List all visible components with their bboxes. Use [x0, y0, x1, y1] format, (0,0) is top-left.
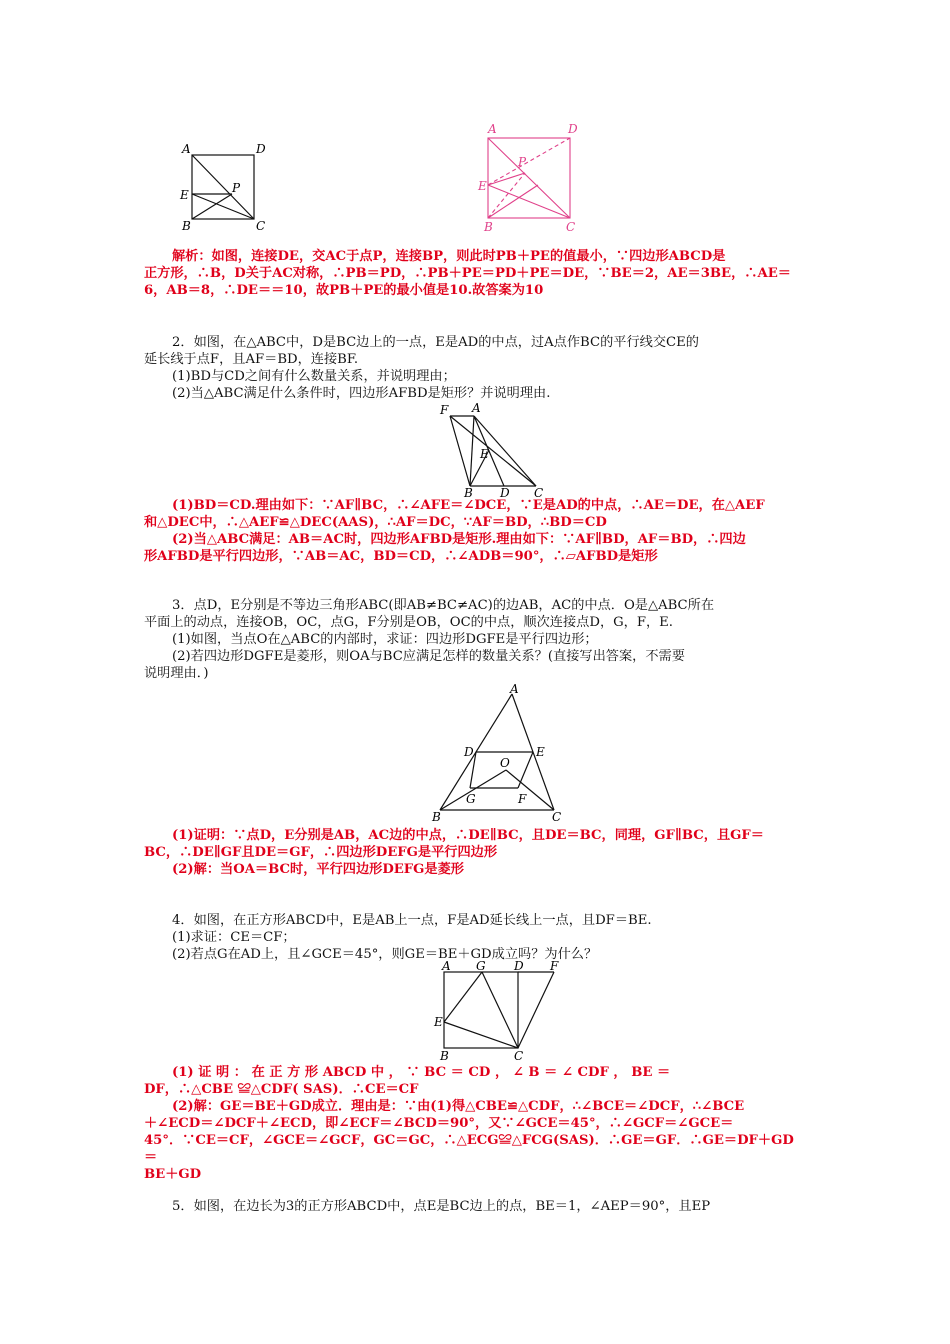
- label: G: [476, 959, 486, 973]
- label: B: [464, 486, 473, 498]
- text-line: (1)BD与CD之间有什么数量关系，并说明理由；: [172, 369, 456, 384]
- label: C: [534, 486, 544, 498]
- label: D: [464, 745, 474, 759]
- label: D: [514, 959, 524, 973]
- label: D: [568, 122, 578, 136]
- text-line: (2)若点G在AD上，且∠GCE＝45°，则GE＝BE＋GD成立吗？为什么？: [172, 947, 598, 962]
- label: B: [182, 219, 191, 233]
- question-3: [144, 597, 806, 682]
- text-line: (2)解：GE＝BE＋GD成立．理由是：∵由(1)得△CBE≌△CDF，∴∠BCE＝∠DCF，∴∠BCE: [172, 1099, 745, 1114]
- question-4: [144, 912, 806, 963]
- text-line: BE＋GD: [144, 1167, 202, 1182]
- solution-1: [144, 248, 806, 299]
- figure-2: [436, 402, 556, 498]
- label: D: [256, 142, 266, 156]
- label: A: [442, 959, 451, 973]
- label: C: [552, 810, 562, 824]
- text-line: 平面上的动点，连接OB，OC，点G，F分别是OB，OC的中点，顺次连接点D，G，F，E.: [144, 615, 674, 630]
- figure-3: [426, 682, 566, 824]
- text-line: 说明理由．): [144, 666, 209, 681]
- text-line: (1)如图，当点O在△ABC的内部时，求证：四边形DGFE是平行四边形；: [172, 632, 598, 647]
- text-line: (2)当△ABC满足：AB＝AC时，四边形AFBD是矩形.理由如下：∵AF∥BD，AF＝BD，∴四边: [172, 532, 746, 547]
- text-line: 4．如图，在正方形ABCD中，E是AB上一点，F是AD延长线上一点，且DF＝BE.: [172, 913, 652, 928]
- text-line: (2)当△ABC满足什么条件时，四边形AFBD是矩形？并说明理由.: [172, 386, 551, 401]
- text-line: 45°．∵CE＝CF，∠GCE＝∠GCF，GC＝GC，∴△ECG≌△FCG(SAS)．∴GE＝GF．∴GE＝DF＋GD＝: [144, 1133, 794, 1165]
- text-line: 5．如图，在边长为3的正方形ABCD中，点E是BC边上的点，BE＝1，∠AEP＝90°，且EP: [172, 1199, 711, 1214]
- text-line: 解析：如图，连接DE，交AC于点P，连接BP，则此时PB＋PE的值最小，∵四边形ABCD是: [172, 249, 726, 264]
- label: A: [182, 142, 191, 156]
- text-line: 正方形，∴B，D关于AC对称，∴PB＝PD，∴PB＋PE＝PD＋PE＝DE，∵BE＝2，AE＝3BE，∴AE＝: [144, 266, 791, 281]
- solution-2: [144, 497, 806, 565]
- text-line: 3．点D，E分别是不等边三角形ABC(即AB≠BC≠AC)的边AB，AC的中点．O是△ABC所在: [172, 598, 715, 613]
- label: P: [232, 181, 241, 195]
- text-line: 6，AB＝8，∴DE＝＝10，故PB＋PE的最小值是10.故答案为10: [144, 283, 544, 298]
- label: C: [514, 1049, 524, 1062]
- label: P: [518, 155, 527, 169]
- solution-4: [144, 1064, 806, 1183]
- text-line: 延长线于点F，且AF＝BD，连接BF.: [144, 352, 359, 367]
- label: A: [488, 122, 497, 136]
- label: A: [472, 402, 481, 415]
- label: B: [432, 810, 441, 824]
- label: G: [466, 792, 476, 806]
- text-line: (1)求证：CE＝CF；: [172, 930, 296, 945]
- label: A: [510, 682, 519, 696]
- label: D: [500, 486, 510, 498]
- label: E: [478, 179, 487, 193]
- text-line: DF，∴△CBE ≌△CDF( SAS)．∴CE＝CF: [144, 1082, 419, 1097]
- label: E: [180, 188, 189, 202]
- text-line: ＋∠ECD＝∠DCF＋∠ECD，即∠ECF＝∠BCD＝90°，又∵∠GCE＝45°，∴∠GCF＝∠GCE＝: [144, 1116, 734, 1131]
- label: F: [518, 792, 527, 806]
- text-line: (1) 证 明 ： 在 正 方 形 ABCD 中 ， ∵ BC ＝ CD ， ∠ B ＝ ∠ CDF ， BE ＝: [172, 1065, 671, 1080]
- label: F: [440, 403, 449, 417]
- text-line: (1)证明：∵点D，E分别是AB，AC边的中点，∴DE∥BC，且DE＝BC，同理，GF∥BC，且GF＝: [172, 828, 764, 843]
- figure-4: [430, 958, 566, 1062]
- text-line: 和△DEC中，∴△AEF≌△DEC(AAS)，∴AF＝DC，∵AF＝BD，∴BD＝CD: [144, 515, 607, 530]
- text-line: (2)若四边形DGFE是菱形，则OA与BC应满足怎样的数量关系？(直接写出答案，不需要: [172, 649, 685, 664]
- label: E: [536, 745, 545, 759]
- solution-3: [144, 827, 806, 878]
- text-line: 2．如图，在△ABC中，D是BC边上的一点，E是AD的中点，过A点作BC的平行线交CE的: [172, 335, 699, 350]
- figure-1-left: [170, 138, 270, 238]
- label: F: [550, 959, 559, 973]
- label: C: [256, 219, 266, 233]
- label: E: [434, 1015, 443, 1029]
- label: B: [484, 220, 493, 234]
- figure-1-right: [472, 120, 592, 236]
- text-line: 形AFBD是平行四边形，∵AB＝AC，BD＝CD，∴∠ADB＝90°，∴▱AFBD是矩形: [144, 549, 658, 564]
- label: O: [500, 756, 510, 770]
- label: E: [480, 447, 489, 461]
- label: C: [566, 220, 576, 234]
- question-2: [144, 334, 806, 402]
- text-line: (2)解：当OA＝BC时，平行四边形DEFG是菱形: [172, 862, 464, 877]
- label: B: [440, 1049, 449, 1062]
- text-line: BC，∴DE∥GF且DE＝GF，∴四边形DEFG是平行四边形: [144, 845, 498, 860]
- question-5: [144, 1198, 806, 1215]
- text-line: (1)BD＝CD.理由如下：∵AF∥BC，∴∠AFE＝∠DCE，∵E是AD的中点，∴AE＝DE，在△AEF: [172, 498, 765, 513]
